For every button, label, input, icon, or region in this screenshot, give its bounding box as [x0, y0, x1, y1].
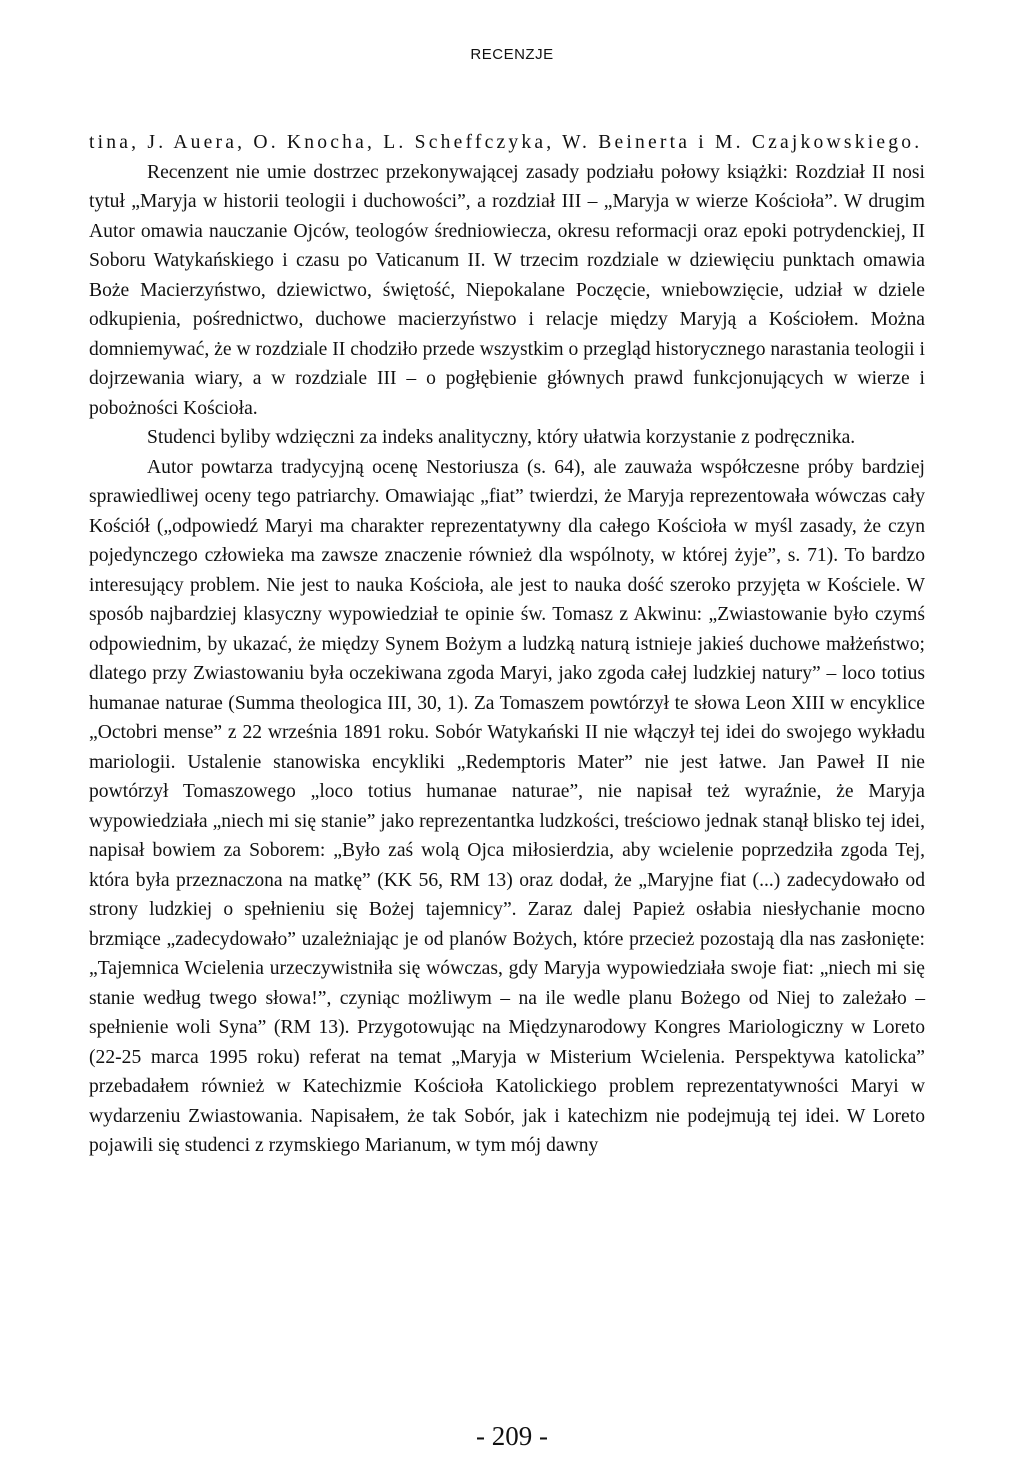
paragraph-index-note: Studenci byliby wdzięczni za indeks analityczny, który ułatwia korzystanie z podręcznika.: [147, 427, 856, 448]
page-number: - 209 -: [476, 1421, 548, 1451]
paragraph-chapter-structure: Recenzent nie umie dostrzec przekonywającej zasady podziału połowy książki: Rozdział II nosi tytuł „Maryja w historii teologii i duchowości”, a rozdział III – „Maryja w wierze Kościoła”. W drugim Autor omawia nauczanie Ojców, teologów średniowiecza, okresu reformacji oraz epoki potrydenckiej, II Soboru Watykańskiego i czasu po Vaticanum II. W trzecim rozdziale w dziewięciu punktach omawia Boże Macierzyństwo, dziewictwo, świętość, Niepokalane Poczęcie, wniebowzięcie, udział w dziele odkupienia, pośrednictwo, duchowe macierzyństwo i relacje między Maryją a Kościołem. Można domniemywać, że w rozdziale II chodziło przede wszystkim o przegląd historycznego narastania teologii i dojrzewania wiary, a w rozdziale III – o pogłębienie głównych prawd funkcjonujących w wierze i pobożności Kościoła.: [89, 161, 925, 419]
running-header: RECENZJE: [470, 46, 554, 63]
paragraph-author-list: tina, J. Auera, O. Knocha, L. Scheffczyka, W. Beinerta i M. Czajkowskiego.: [89, 132, 923, 153]
paragraph-fiat-discussion: Autor powtarza tradycyjną ocenę Nestoriusza (s. 64), ale zauważa współczesne próby bardziej sprawiedliwej oceny tego patriarchy. Omawiając „fiat” twierdzi, że Maryja reprezentowała wówczas cały Kościół („odpowiedź Maryi ma charakter reprezentatywny dla całego Kościoła w myśl zasady, że czyn pojedynczego człowieka ma zawsze znaczenie również dla wspólnoty, w której żyje”, s. 71). To bardzo interesujący problem. Nie jest to nauka Kościoła, ale jest to nauka dość szeroko przyjęta w Kościele. W sposób najbardziej klasyczny wypowiedział te opinie św. Tomasz z Akwinu: „Zwiastowanie było czymś odpowiednim, by ukazać, że między Synem Bożym a ludzką naturą istnieje jakieś duchowe małżeństwo; dlatego przy Zwiastowaniu była oczekiwana zgoda Maryi, jako zgoda całej ludzkiej natury” – loco totius humanae naturae (Summa theologica III, 30, 1). Za Tomaszem powtórzył te słowa Leon XIII w encyklice „Octobri mense” z 22 września 1891 roku. Sobór Watykański II nie włączył tej idei do swojego wykładu mariologii. Ustalenie stanowiska encykliki „Redemptoris Mater” nie jest łatwe. Jan Paweł II nie powtórzył Tomaszowego „loco totius humanae naturae”, nie napisał też wyraźnie, że Maryja wypowiedziała „niech mi się stanie” jako reprezentantka ludzkości, treściowo jednak stanął blisko tej idei, napisał bowiem za Soborem: „Było zaś wolą Ojca miłosierdzia, aby wcielenie poprzedziła zgoda Tej, która była przeznaczona na matkę” (KK 56, RM 13) oraz dodał, że „Maryjne fiat (...) zadecydowało od strony ludzkiej o spełnieniu się Bożej tajemnicy”. Zaraz dalej Papież osłabia niesłychanie mocno brzmiące „zadecydowało” uzależniając je od planów Bożych, które przecież pozostają dla nas zasłonięte: „Tajemnica Wcielenia urzeczywistniła się wówczas, gdy Maryja wypowiedziała swoje fiat: „niech mi się stanie według twego słowa!”, czyniąc możliwym – na ile wedle planu Bożego od Niej to zależało – spełnienie woli Syna” (RM 13). Przygotowując na Międzynarodowy Kongres Mariologiczny w Loreto (22-25 marca 1995 roku) referat na temat „Maryja w Misterium Wcielenia. Perspektywa katolicka” przebadałem również w Katechizmie Kościoła Katolickiego problem reprezentatywności Maryi w wydarzeniu Zwiastowania. Napisałem, że tak Sobór, jak i katechizm nie podejmują tej idei. W Loreto pojawili się studenci z rzymskiego Marianum, w tym mój dawny: [89, 456, 925, 1156]
body-text: [89, 128, 925, 1161]
